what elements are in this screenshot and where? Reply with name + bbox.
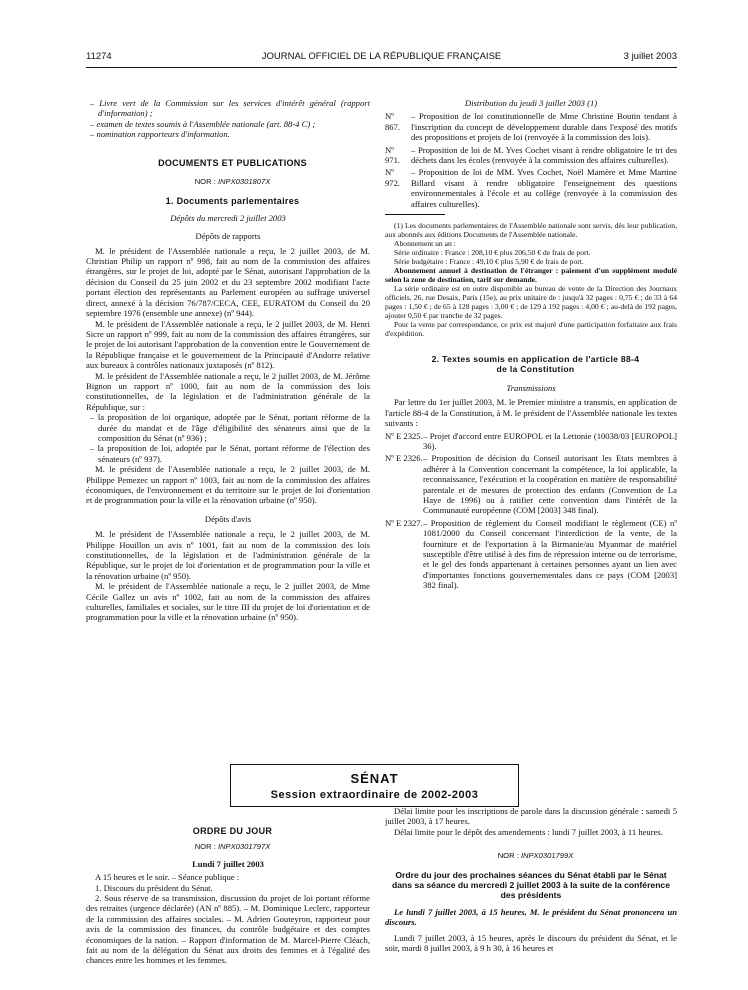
transmissions-heading: Transmissions — [506, 382, 556, 393]
footnote-separator — [385, 214, 445, 215]
section-title: DOCUMENTS ET PUBLICATIONS — [158, 157, 307, 168]
footnote: (1) Les documents parlementaires de l'Assemblée nationale sont servis, dès leur publication, aux abonnés aux éditions Documents de l'Assemblée nationale. Abonnement un an : Série ordinaire : France : 208,10 € plus 206,50 € de frais de port. Série budgétaire : France : 49,10 € plus 5,90 € de frais de port. Abonnement annuel à destination de l'étranger : paiement d'un supplément modulé selon la zone de destination, tarif sur demande. La série ordinaire est en outre disponible au bureau de vente de la Direction des Journaux officiels, 26, rue Desaix, Paris (15e), au prix unitaire de : jusqu'à 32 pages : 0,75 € ; de 33 à 64 pages : 1,50 € ; de 65 à 128 pages : 3,00 € ; de 129 à 192 pages : 4,00 € ; au-delà de 192 pages, ajouter 0,50 € par tranche de 32 pages. Pour la vente par correspondance, ce prix est majoré d'une participation forfaitaire aux frais d'expédition. — [385, 221, 677, 339]
right-column-bottom — [385, 806, 677, 953]
list-item: – examen de textes soumis à l'Assemblée nationale (art. 88-4 C) ; — [90, 118, 316, 129]
section-title-line2: de la Constitution — [496, 364, 575, 375]
transmissions-intro: Par lettre du 1er juillet 2003, M. le Premier ministre a transmis, en application de l'article 88-4 de la Constitution, à M. le président de l'Assemblée nationale les textes suivants : — [385, 397, 677, 429]
list-item: Nº E 2326. – Proposition de décision du Conseil autorisant les Etats membres à adhérer à la Convention concernant la compétence, la loi applicable, la reconnaissance, l'exécution et la coopération en matière de responsabilité parentale et de mesures de protection des enfants (Convention de La Haye de 1996) ou à ratifier cette convention dans l'intérêt de la Communauté européenne (COM [2003] 348 final). — [385, 453, 677, 516]
agenda-intro: A 15 heures et le soir. – Séance publique : — [95, 872, 240, 883]
deposits-date: Dépôts du mercredi 2 juillet 2003 — [170, 212, 286, 223]
distribution-title: Distribution du jeudi 3 juillet 2003 (1) — [464, 98, 598, 108]
page-number: 11274 — [86, 51, 112, 62]
report-paragraph: M. le président de l'Assemblée nationale a reçu, le 2 juillet 2003, de M. Henri Sicre un rapport nº 999, fait au nom de la commission des affaires étrangères, sur le projet de loi autorisant l'approbation de la convention entre le Gouvernement de la République française et le gouvernement de la Principauté d'Andorre relative aux bureaux à contrôles nationaux juxtaposés (nº 812). — [86, 318, 370, 371]
left-column-bottom — [86, 826, 370, 966]
subsection-title: 1. Documents parlementaires — [165, 196, 300, 207]
issue-date: 3 juillet 2003 — [623, 51, 677, 62]
agenda-paragraph: Lundi 7 juillet 2003, à 15 heures, après le discours du président du Sénat, et le soir, mardi 8 juillet 2003, à 9 h 30, à 16 heures et — [385, 932, 677, 954]
agenda-heading: Ordre du jour des prochaines séances du Sénat établi par le Sénat dans sa séance du mercredi 2 juillet 2003 à la suite de la conférence des présidents — [392, 869, 670, 901]
list-item: – la proposition de loi organique, adoptée par le Sénat, portant réforme de la durée du mandat et de l'âge d'éligibilité des sénateurs ainsi que de la composition du Sénat (nº 936) ; — [90, 412, 370, 443]
report-paragraph: M. le président de l'Assemblée nationale a reçu, le 2 juillet 2003, de M. Philippe Pemezec un rapport nº 1003, fait au nom de la commission des affaires économiques, de l'environnement et du territoire sur le projet de loi d'orientation et de programmation pour la ville et la rénovation urbaine (nº 950). — [86, 464, 370, 506]
opinion-paragraph: M. le président de l'Assemblée nationale a reçu, le 2 juillet 2003, de M. Philippe Houillon un avis nº 1001, fait au nom de la commission des lois constitutionnelles, de la législation et de l'administration générale de la République, sur le projet de loi d'orientation et de programmation pour la ville et la rénovation urbaine (nº 950). — [86, 529, 370, 581]
list-item: – la proposition de loi, adoptée par le Sénat, portant réforme de l'élection des sénateurs (nº 937). — [90, 443, 370, 464]
agenda-day: Lundi 7 juillet 2003 — [192, 858, 264, 869]
list-item: Nº 972. – Proposition de loi de MM. Yves Cochet, Noël Mamère et Mme Martine Billard visant à rendre obligatoire l'enseignement des questions environnementales à l'école et au collège (renvoyée à la commission des affaires culturelles). — [385, 167, 677, 209]
header-rule — [86, 67, 677, 68]
senat-title: SÉNAT — [350, 771, 399, 786]
senat-banner — [230, 764, 519, 807]
list-item: – nomination rapporteurs d'information. — [90, 129, 230, 140]
report-paragraph: M. le président de l'Assemblée nationale a reçu, le 2 juillet 2003, de M. Jérôme Bignon un rapport nº 1000, fait au nom de la commission des lois constitutionnelles, de la législation et de l'administration générale de la République, sur : — [86, 370, 370, 412]
reports-heading: Dépôts de rapports — [195, 231, 261, 242]
left-column-top — [86, 98, 370, 623]
nor-reference: NOR : INPX0301797X — [194, 842, 271, 852]
nor-reference: NOR : INPX0301807X — [194, 177, 271, 187]
right-column-top — [385, 98, 677, 591]
agenda-title: ORDRE DU JOUR — [192, 826, 273, 836]
section-title: 2. Textes soumis en application de l'article 88-4 — [431, 354, 640, 365]
list-item: Nº 867. – Proposition de loi constitutionnelle de Mme Christine Boutin tendant à l'inscription du concept de développement durable dans l'exposé des motifs des propositions et projets de loi (renvoyée à la commission des lois). — [385, 111, 677, 143]
list-item: Nº 971. – Proposition de loi de M. Yves Cochet visant à rendre obligatoire le tri des déchets dans les écoles (renvoyée à la commission des affaires culturelles). — [385, 144, 677, 166]
agenda-item: 1. Discours du président du Sénat. — [95, 882, 213, 893]
opinion-paragraph: M. le président de l'Assemblée nationale a reçu, le 2 juillet 2003, de Mme Cécile Gallez un avis nº 1002, fait au nom de la commission des affaires culturelles, familiales et sociales, sur le titre III du projet de loi d'orientation et de programmation pour la ville et la rénovation urbaine (nº 950). — [86, 581, 370, 623]
session-subtitle: Session extraordinaire de 2002-2003 — [270, 789, 479, 801]
list-item: Nº E 2327. – Proposition de règlement du Conseil modifiant le règlement (CE) nº 1081/2000 du Conseil concernant l'interdiction de la vente, de la fourniture et de l'exportation à la Birmanie/au Myanmar de matériel susceptible d'être utilisé à des fins de répression interne ou de terrorisme, et le gel des fonds appartenant à certaines personnes ayant un lien avec d'importantes fonctions gouvernementales dans ce pays (COM [2003] 382 final). — [385, 517, 677, 591]
deadline-amendments: Délai limite pour le dépôt des amendements : lundi 7 juillet 2003, à 11 heures. — [394, 826, 663, 837]
list-item: Nº E 2325. – Projet d'accord entre EUROPOL et la Lettonie (10038/03 [EUROPOL] 36). — [385, 430, 677, 451]
nor-reference: NOR : INPX0301799X — [497, 851, 574, 861]
president-speech: Le lundi 7 juillet 2003, à 15 heures, M. le président du Sénat prononcera un discours. — [385, 906, 677, 928]
list-item: – Livre vert de la Commission sur les services d'intérêt général (rapport d'information) ; — [90, 98, 370, 119]
agenda-item: 2. Sous réserve de sa transmission, discussion du projet de loi portant réforme des retraites (urgence déclarée) (AN nº 885). – M. Dominique Leclerc, rapporteur de la commission des affaires sociales. – M. Adrien Gouteyron, rapporteur pour avis de la commission des finances, du contrôle budgétaire et des comptes économiques de la nation. – Rapport d'information de M. Marcel-Pierre Cléach, fait au nom de la délégation du Sénat aux droits des femmes et à l'égalité des chances entre les hommes et les femmes. — [86, 893, 370, 966]
report-paragraph: M. le président de l'Assemblée nationale a reçu, le 2 juillet 2003, de M. Christian Philip un rapport nº 998, fait au nom de la commission des affaires étrangères, sur le projet de loi, adopté par le Sénat, autorisant l'approbation de la décision du Conseil du 25 juin 2002 et du 23 septembre 2002 modifiant l'acte portant élection des représentants au Parlement européen au suffrage universel direct, annexé à la décision 76/787/CECA, CEE, EURATOM du Conseil du 20 septembre 1976 (ensemble une annexe) (nº 944). — [86, 245, 370, 319]
page-header — [86, 51, 677, 65]
journal-title: JOURNAL OFFICIEL DE LA RÉPUBLIQUE FRANÇAISE — [261, 51, 502, 62]
opinions-heading: Dépôts d'avis — [204, 513, 252, 524]
deadline-speakers: Délai limite pour les inscriptions de parole dans la discussion générale : samedi 5 juillet 2003, à 17 heures. — [385, 806, 677, 827]
